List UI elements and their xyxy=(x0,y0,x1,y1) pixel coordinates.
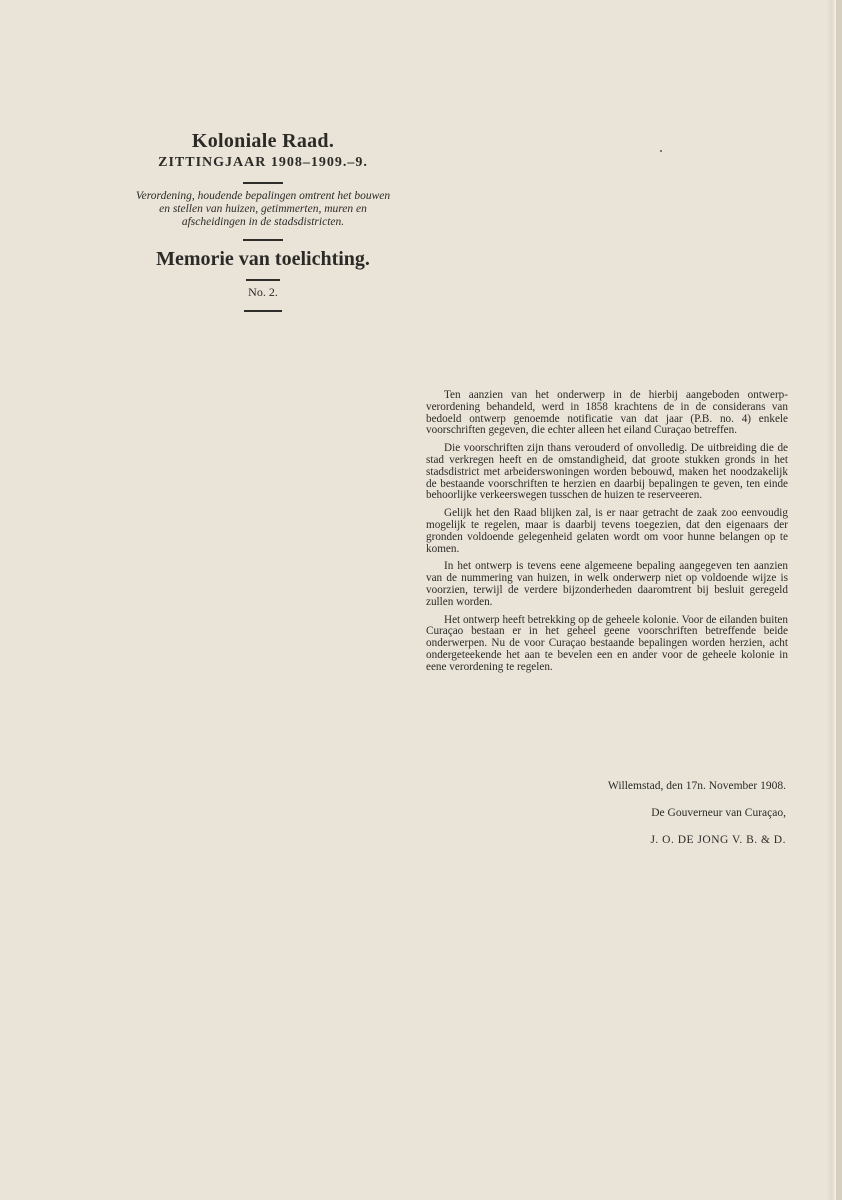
paper-speck xyxy=(660,150,662,152)
document-header xyxy=(128,130,398,312)
ordinance-description: Verordening, houdende bepalingen omtrent het bouwen en stellen van huizen, getimmerten, muren en afscheidingen in de stadsdistricten. xyxy=(135,190,391,228)
header-divider xyxy=(243,239,283,241)
explanatory-memorandum-body xyxy=(426,390,788,680)
document-type-heading: Memorie van toelichting. xyxy=(156,248,370,270)
header-divider xyxy=(244,310,282,312)
council-title: Koloniale Raad. xyxy=(191,130,335,152)
body-paragraph: Het ontwerp heeft betrekking op de geheele kolonie. Voor de eilanden buiten Curaçao bestaan er in het geheel geene voorschriften betreffende beide onderwerpen. Nu de voor Curaçao bestaande bepalingen worden herzien, acht ondergeteekende het aan te bevelen een en ander voor de geheele kolonie in eene verordening te regelen. xyxy=(426,613,788,673)
body-paragraph: In het ontwerp is tevens eene algemeene bepaling aangegeven ten aanzien van de nummering van huizen, in welk onderwerp niet op voldoende wijze is voorzien, terwijl de verdere bijzonderheden daaromtrent bij besluit geregeld zullen worden. xyxy=(426,560,788,608)
signature-title: De Gouverneur van Curaçao, xyxy=(651,807,786,819)
header-divider xyxy=(243,182,283,184)
session-year: ZITTINGJAAR 1908–1909.–9. xyxy=(158,155,368,170)
signature-place-date: Willemstad, den 17n. November 1908. xyxy=(607,780,786,792)
header-divider xyxy=(246,279,280,281)
body-paragraph: Ten aanzien van het onderwerp in de hierbij aangeboden ontwerp-verordening behandeld, werd in 1858 krachtens de in de considerans van bedoeld ontwerp genoemde notificatie van dat jaar (P.B. no. 4) enkele voorschriften gegeven, die echter alleen het eiland Curaçao betreffen. xyxy=(426,389,788,437)
document-number: No. 2. xyxy=(248,285,278,299)
page-edge-shadow xyxy=(826,0,836,1200)
signature-name: J. O. DE JONG V. B. & D. xyxy=(650,834,786,846)
background-edge xyxy=(836,0,842,1200)
body-paragraph: Gelijk het den Raad blijken zal, is er naar getracht de zaak zoo eenvoudig mogelijk te regelen, maar is daarbij tevens toegezien, dat den eigenaars der gronden voldoende gelegenheid gelaten wordt om voor hunne belangen op te komen. xyxy=(426,507,788,555)
body-paragraph: Die voorschriften zijn thans verouderd of onvolledig. De uitbreiding die de stad verkregen heeft en de omstandigheid, dat groote stukken gronds in het stadsdistrict met arbeiderswoningen worden bebouwd, maken het noodzakelijk de bestaande voorschriften te herzien en daarbij bepalingen te geven, ten einde behoorlijke verkeerswegen tusschen de huizen te reserveeren. xyxy=(426,442,788,502)
